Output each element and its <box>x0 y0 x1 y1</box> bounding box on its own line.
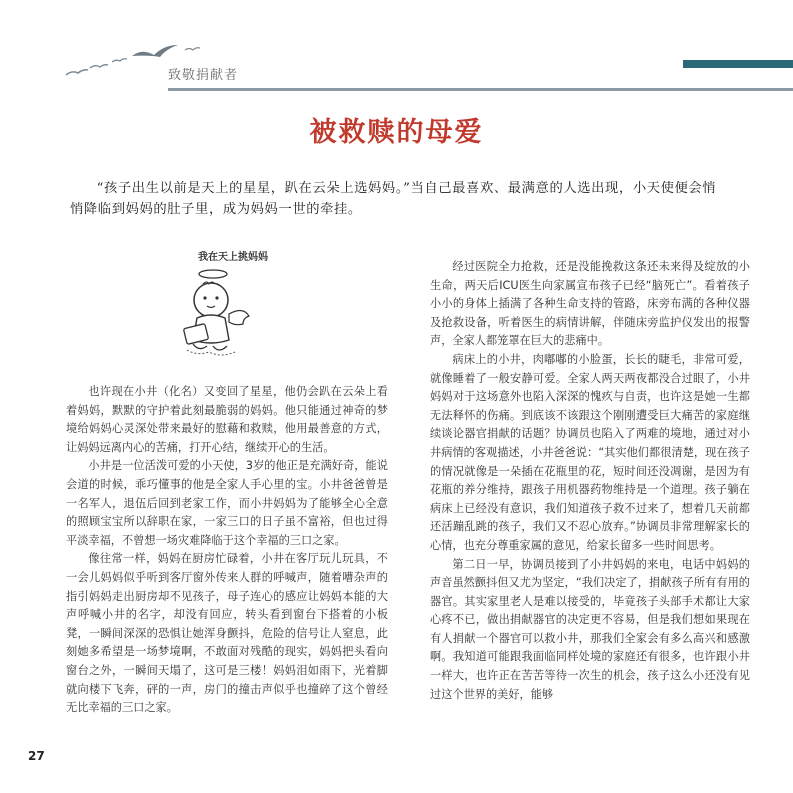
header-accent-bar <box>683 60 793 68</box>
angel-baby-illustration <box>175 262 255 362</box>
article-title: 被救赎的母爱 <box>309 117 484 148</box>
illustration-caption: 我在天上挑妈妈 <box>198 252 268 263</box>
left-paragraph-1: 也许现在小井（化名）又变回了星星，他仍会趴在云朵上看着妈妈，默默的守护着此刻最脆弱的妈妈。他只能通过神奇的梦境给妈妈心灵深处带来最好的慰藉和救赎，他用最善意的方式，让妈妈远离内心的苦痛，打开心结，继续开心的生活。 <box>66 385 388 454</box>
right-paragraph-3: 第二日一早，协调员接到了小井妈妈的来电，电话中妈妈的声音虽然颤抖但又尤为坚定，“我们决定了，捐献孩子所有有用的器官。其实家里老人是难以接受的，毕竟孩子头部手术都让大家心疼不已，做出捐献器官的决定更不容易，但是我们想如果现在有人捐献一个器官可以救小井，那我们全家会有多么高兴和感激啊。我知道可能跟我面临同样处境的家庭还有很多，也许跟小井一样大，也许正在苦苦等待一次生的机会，孩子这么小还没有见过这个世界的美好，能够 <box>430 557 750 701</box>
right-column <box>430 258 750 704</box>
left-paragraph-2: 小井是一位活泼可爱的小天使，3岁的他正是充满好奇，能说会道的时候，乖巧懂事的他是全家人手心里的宝。小井爸爸曾是一名军人，退伍后回到老家工作，而小井妈妈为了能够全心全意的照顾宝宝所以辞职在家，一家三口的日子虽不富裕，但也过得平淡幸福，不曾想一场灾难降临于这个幸福的三口之家。 <box>66 459 388 547</box>
section-label: 致敬捐献者 <box>168 68 239 83</box>
header-divider <box>168 88 793 91</box>
intro-paragraph: “孩子出生以前是天上的星星，趴在云朵上选妈妈。”当自己最喜欢、最满意的人选出现，小天使便会悄悄降临到妈妈的肚子里，成为妈妈一世的牵挂。 <box>70 181 717 217</box>
right-paragraph-2: 病床上的小井，肉嘟嘟的小脸蛋，长长的睫毛，非常可爱，就像睡着了一般安静可爱。全家人两天两夜都没合过眼了，小井妈妈对于这场意外也陷入深深的愧疚与自责，也许这是她一生都无法释怀的伤痛。到底该不该跟这个刚刚遭受巨大痛苦的家庭继续谈论器官捐献的话题？协调员也陷入了两难的境地，通过对小井病情的客观描述，小井爸爸说：“其实他们都很清楚，现在孩子的情况就像是一朵插在花瓶里的花，短时间还没凋谢，是因为有花瓶的养分维持，跟孩子用机器药物维持是一个道理。孩子躺在病床上已经没有意识，我们知道孩子救不过来了，想着几天前都还活蹦乱跳的孩子，我们又不忍心放弃。”协调员非常理解家长的心情，也充分尊重家属的意见，给家长留多一些时间思考。 <box>430 352 750 552</box>
page-number: 27 <box>28 749 45 763</box>
left-paragraph-3: 像往常一样，妈妈在厨房忙碌着，小井在客厅玩儿玩具，不一会儿妈妈似乎听到客厅窗外传来人群的呼喊声，随着嘈杂声的指引妈妈走出厨房却不见孩子，母子连心的感应让妈妈本能的大声呼喊小井的名字，却没有回应，转头看到窗台下搭着的小板凳，一瞬间深深的恐惧让她浑身颤抖，危险的信号让人窒息，此刻她多希望是一场梦境啊，不敢面对残酷的现实，妈妈把头看向窗台之外，一瞬间天塌了，这可是三楼！妈妈泪如雨下，光着脚就向楼下飞奔，砰的一声，房门的撞击声似乎也撞碎了这个曾经无比幸福的三口之家。 <box>66 552 388 715</box>
page-header <box>0 0 793 96</box>
left-column <box>66 383 388 718</box>
intro-quote <box>70 178 730 220</box>
right-paragraph-1: 经过医院全力抢救，还是没能挽救这条还未来得及绽放的小生命，两天后ICU医生向家属宣布孩子已经“脑死亡”。看着孩子小小的身体上插满了各种生命支持的管路，床旁布满的各种仪器及抢救设备，听着医生的病情讲解，伴随床旁监护仪发出的报警声，全家人都笼罩在巨大的悲痛中。 <box>430 260 750 348</box>
